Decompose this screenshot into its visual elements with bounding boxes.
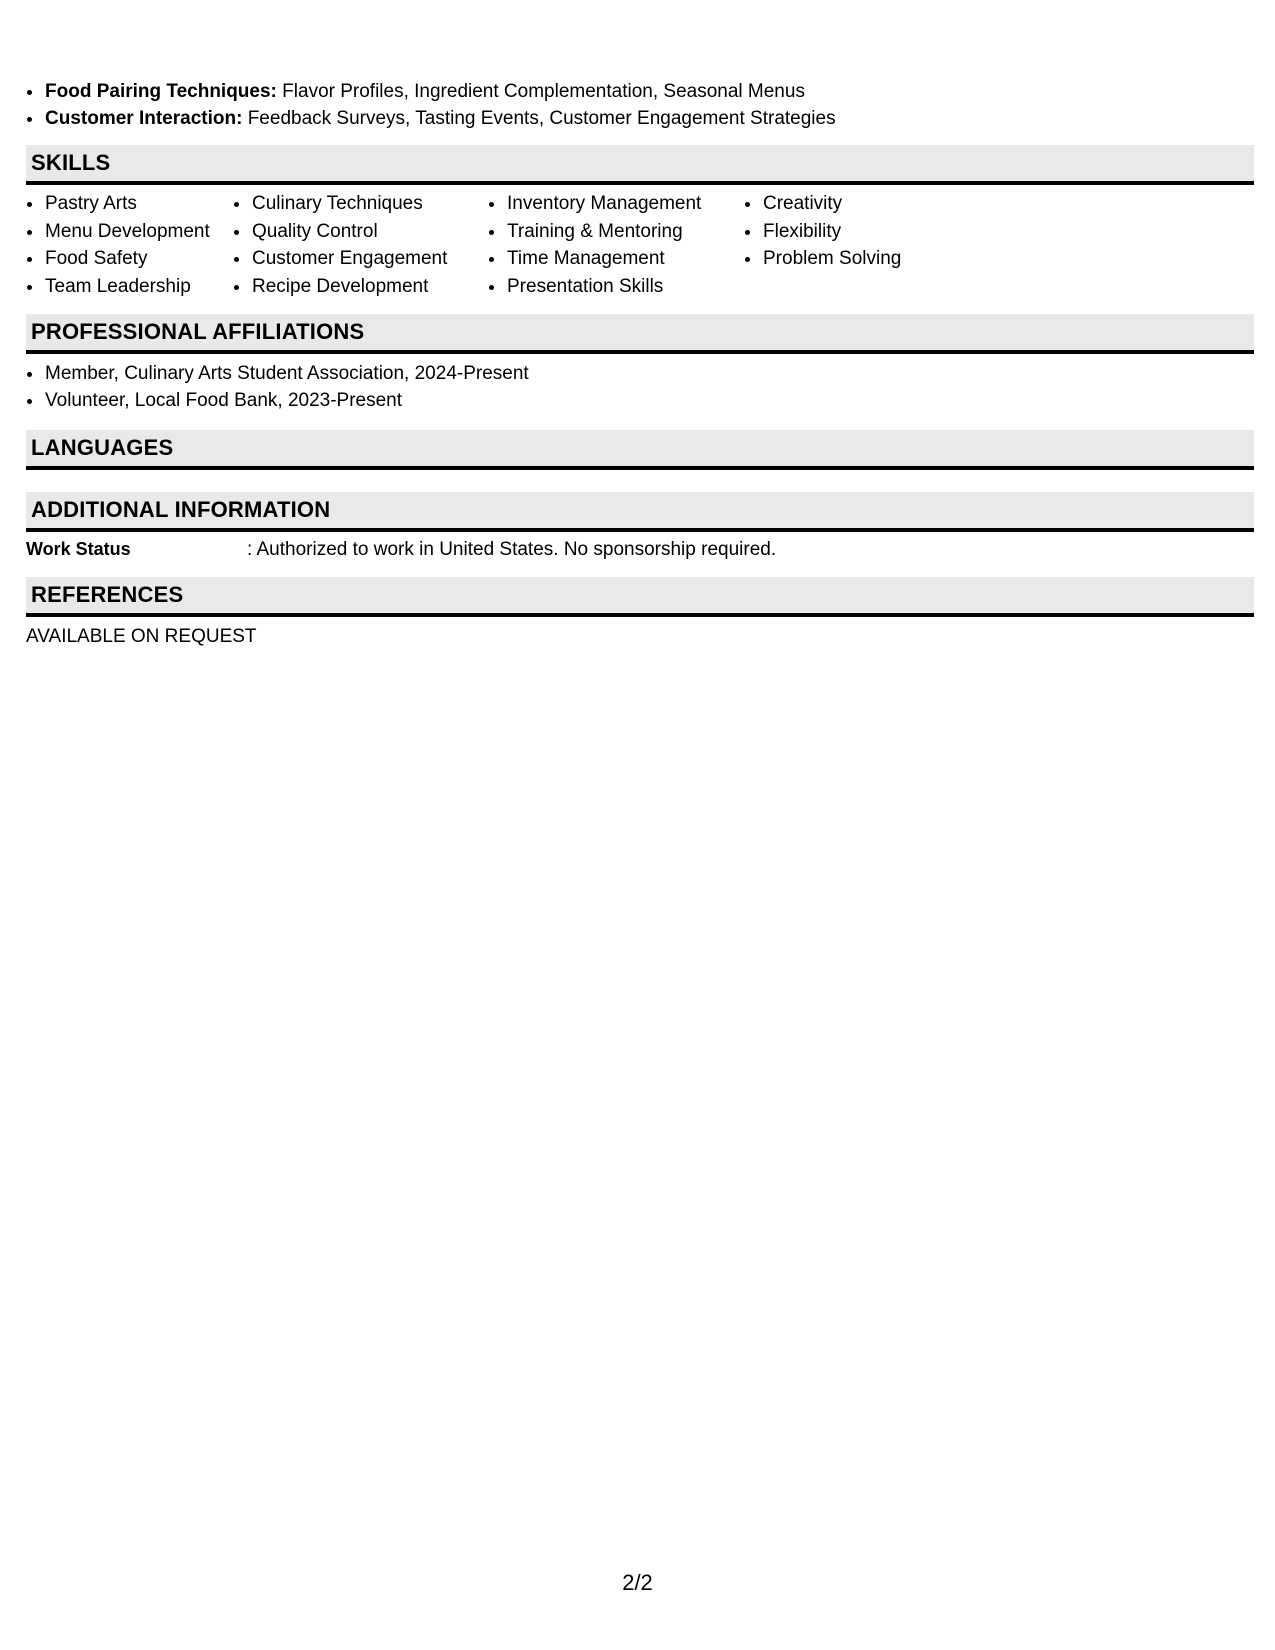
skill-item: • Pastry Arts bbox=[44, 190, 233, 218]
skill-item: • Training & Mentoring bbox=[506, 218, 744, 246]
skill-item: • Quality Control bbox=[251, 218, 488, 246]
skill-item: • Presentation Skills bbox=[506, 273, 744, 301]
affiliations-list bbox=[26, 354, 1254, 414]
section-title: LANGUAGES bbox=[31, 435, 174, 460]
work-status-label: Work Status bbox=[26, 539, 131, 559]
resume-page bbox=[26, 78, 1254, 650]
skills-column bbox=[744, 190, 962, 300]
section-title: REFERENCES bbox=[31, 582, 184, 607]
affiliation-item: • Volunteer, Local Food Bank, 2023-Present bbox=[44, 387, 1254, 414]
list-item bbox=[44, 105, 1254, 132]
section-title: SKILLS bbox=[31, 150, 111, 175]
skill-item: • Creativity bbox=[762, 190, 962, 218]
skill-item: • Culinary Techniques bbox=[251, 190, 488, 218]
item-text: Feedback Surveys, Tasting Events, Customer Engagement Strategies bbox=[242, 108, 836, 129]
skills-column bbox=[233, 190, 488, 300]
section-header-references bbox=[26, 577, 1254, 617]
section-title: PROFESSIONAL AFFILIATIONS bbox=[31, 319, 365, 344]
skill-item: • Team Leadership bbox=[44, 273, 233, 301]
skill-item: • Recipe Development bbox=[251, 273, 488, 301]
skill-item: • Flexibility bbox=[762, 218, 962, 246]
skill-item: • Inventory Management bbox=[506, 190, 744, 218]
section-header-affiliations bbox=[26, 314, 1254, 354]
section-header-additional-information bbox=[26, 492, 1254, 532]
skill-item: • Time Management bbox=[506, 245, 744, 273]
skill-item: • Food Safety bbox=[44, 245, 233, 273]
section-title: ADDITIONAL INFORMATION bbox=[31, 497, 331, 522]
skills-grid bbox=[26, 185, 1254, 300]
item-label: Customer Interaction: bbox=[45, 108, 243, 129]
competencies-list bbox=[26, 78, 1254, 132]
skill-item: • Menu Development bbox=[44, 218, 233, 246]
section-header-skills bbox=[26, 145, 1254, 185]
page-number: 2/2 bbox=[622, 1570, 653, 1595]
skill-item: • Customer Engagement bbox=[251, 245, 488, 273]
list-item bbox=[44, 78, 1254, 105]
skills-column bbox=[26, 190, 233, 300]
skill-item: • Problem Solving bbox=[762, 245, 962, 273]
references-text: AVAILABLE ON REQUEST bbox=[26, 626, 257, 647]
work-status-value: : Authorized to work in United States. No sponsorship required. bbox=[247, 539, 777, 560]
item-text: Flavor Profiles, Ingredient Complementation, Seasonal Menus bbox=[276, 81, 805, 102]
affiliation-item: • Member, Culinary Arts Student Association, 2024-Present bbox=[44, 360, 1254, 387]
work-status-row bbox=[26, 532, 1254, 563]
skills-column bbox=[488, 190, 744, 300]
section-header-languages bbox=[26, 430, 1254, 470]
item-label: Food Pairing Techniques: bbox=[45, 81, 277, 102]
